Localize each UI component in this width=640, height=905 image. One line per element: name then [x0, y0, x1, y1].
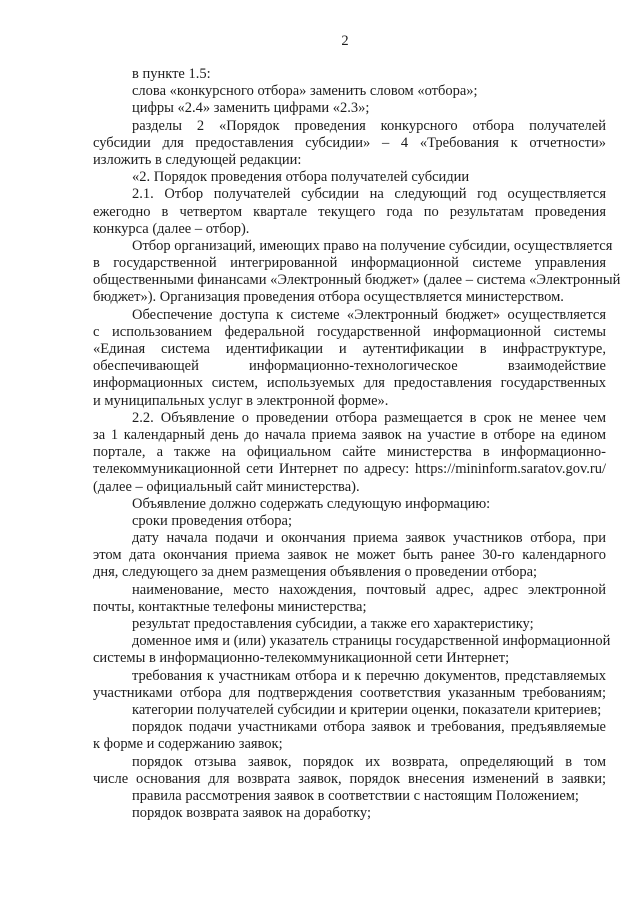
text-line: Объявление должно содержать следующую информацию:	[132, 495, 491, 512]
text-line: ежегодно в четвертом квартале текущего года по результатам проведения	[93, 203, 606, 220]
list-item: наименование, место нахождения, почтовый адрес, адрес электронной	[132, 581, 606, 598]
text-line-with-url: телекоммуникационной сети Интернет по адресу: https://mininform.saratov.gov.ru/	[93, 461, 606, 478]
text-line: почты, контактные телефоны министерства;	[93, 598, 367, 615]
list-item: дату начала подачи и окончания приема заявок участников отбора, при	[132, 530, 606, 547]
list-item: доменное имя и (или) указатель страницы государственной информационной	[132, 633, 611, 650]
text-line: «Единая система идентификации и аутентификации в инфраструктуре,	[93, 341, 606, 357]
text-line: конкурса (далее – отбор).	[93, 220, 250, 237]
text-line: общественными финансами «Электронный бюджет» (далее – система «Электронный	[93, 272, 621, 289]
list-item: порядок возврата заявок на доработку;	[132, 805, 372, 822]
list-item: сроки проведения отбора;	[132, 512, 292, 529]
text-line: дня, следующего за днем размещения объявления о проведении отбора;	[93, 564, 538, 581]
text-line: обеспечивающей информационно-технологическое взаимодействие	[93, 358, 606, 375]
text-line: портале, а также на официальном сайте министерства в информационно-	[93, 444, 606, 461]
text-line: в государственной интегрированной информационной системе управления	[93, 255, 606, 272]
text-line: 2.1. Отбор получателей субсидии на следующий год осуществляется	[132, 186, 606, 203]
text-line: бюджет»). Организация проведения отбора осуществляется министерством.	[93, 289, 564, 306]
text-line: с использованием федеральной государственной информационной системы	[93, 323, 606, 340]
section-heading: «2. Порядок проведения отбора получателей субсидии	[132, 169, 470, 186]
page-number: 2	[341, 33, 349, 49]
list-item: категории получателей субсидии и критерии оценки, показатели критериев;	[132, 701, 602, 718]
text-line: субсидии для предоставления субсидии» – 4 «Требования к отчетности»	[93, 134, 606, 151]
list-item: порядок отзыва заявок, порядок их возврата, определяющий в том	[132, 753, 606, 770]
text-line: Отбор организаций, имеющих право на получение субсидии, осуществляется	[132, 237, 613, 254]
document-body	[93, 66, 621, 822]
text-line: (далее – официальный сайт министерства).	[93, 478, 360, 495]
list-item: порядок подачи участниками отбора заявок и требования, предъявляемые	[132, 719, 606, 736]
text-line: к форме и содержанию заявок;	[93, 736, 283, 753]
text-line: этом дата окончания приема заявок не может быть ранее 30-го календарного	[93, 547, 606, 564]
text-line: участниками отбора для подтверждения соответствия указанным требованиям;	[93, 684, 606, 701]
text-line: системы в информационно-телекоммуникационной сети Интернет;	[93, 650, 510, 667]
text-line: Обеспечение доступа к системе «Электронный бюджет» осуществляется	[132, 306, 606, 323]
text-line: в пункте 1.5:	[132, 66, 211, 82]
text-line: изложить в следующей редакции:	[93, 151, 302, 168]
text-line: и муниципальных услуг в электронной форме».	[93, 392, 389, 409]
list-item: результат предоставления субсидии, а также его характеристику;	[132, 616, 534, 632]
text-line: разделы 2 «Порядок проведения конкурсного отбора получателей	[132, 117, 606, 134]
text-line: 2.2. Объявление о проведении отбора размещается в срок не менее чем	[132, 409, 606, 426]
text-line: числе основания для возврата заявок, порядок внесения изменений в заявки;	[93, 770, 606, 787]
list-item: требования к участникам отбора и к перечню документов, представляемых	[132, 667, 606, 684]
text-line: за 1 календарный день до начала приема заявок на участие в отборе на едином	[93, 426, 606, 443]
text-line: цифры «2.4» заменить цифрами «2.3»;	[132, 100, 370, 117]
text-line: информационных систем, используемых для предоставления государственных	[93, 375, 606, 392]
text-line: слова «конкурсного отбора» заменить словом «отбора»;	[132, 83, 478, 100]
list-item: правила рассмотрения заявок в соответствии с настоящим Положением;	[132, 787, 579, 804]
